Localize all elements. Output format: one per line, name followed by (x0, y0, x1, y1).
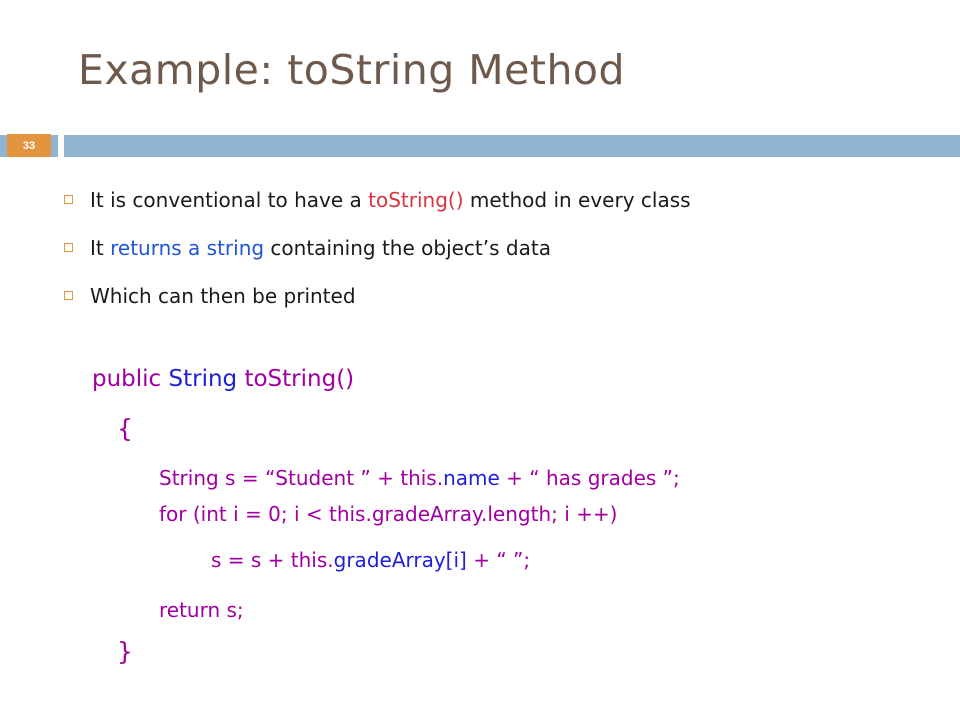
code-field-name: name (443, 466, 500, 490)
bullet-segment: Which can then be printed (90, 284, 356, 308)
header-rule-right (64, 135, 960, 157)
type-string: String (168, 366, 238, 392)
code-line-2: for (int i = 0; i < this.gradeArray.length; i ++) (159, 502, 618, 526)
bullet-text (90, 184, 691, 216)
code-line-3 (211, 548, 530, 572)
square-bullet-icon (64, 195, 73, 204)
code-text: + “ has grades ”; (499, 466, 680, 490)
keyword-public: public (92, 366, 162, 392)
bullet-segment: It is conventional to have a (90, 188, 369, 212)
open-brace: { (117, 414, 133, 443)
bullet-segment: containing the object’s data (264, 236, 551, 260)
code-text: + “ ”; (466, 548, 531, 572)
square-bullet-icon (64, 243, 73, 252)
code-line-1 (159, 466, 680, 490)
code-text: String s = “Student ” + this. (159, 466, 444, 490)
code-field-name: gradeArray[i] (333, 548, 467, 572)
bullet-text (90, 280, 356, 312)
method-name: toString() (244, 366, 355, 392)
method-signature (92, 366, 354, 392)
slide-title: Example: toString Method (78, 46, 626, 94)
close-brace: } (117, 637, 133, 666)
bullet-segment: method in every class (463, 188, 691, 212)
page-number-badge: 33 (7, 134, 51, 157)
bullet-segment: It (90, 236, 111, 260)
code-line-4: return s; (159, 598, 244, 622)
bullet-text (90, 232, 551, 264)
bullet-segment-highlight: toString() (368, 188, 464, 212)
square-bullet-icon (64, 291, 73, 300)
bullet-segment-highlight: returns a string (110, 236, 265, 260)
code-text: s = s + this. (211, 548, 334, 572)
